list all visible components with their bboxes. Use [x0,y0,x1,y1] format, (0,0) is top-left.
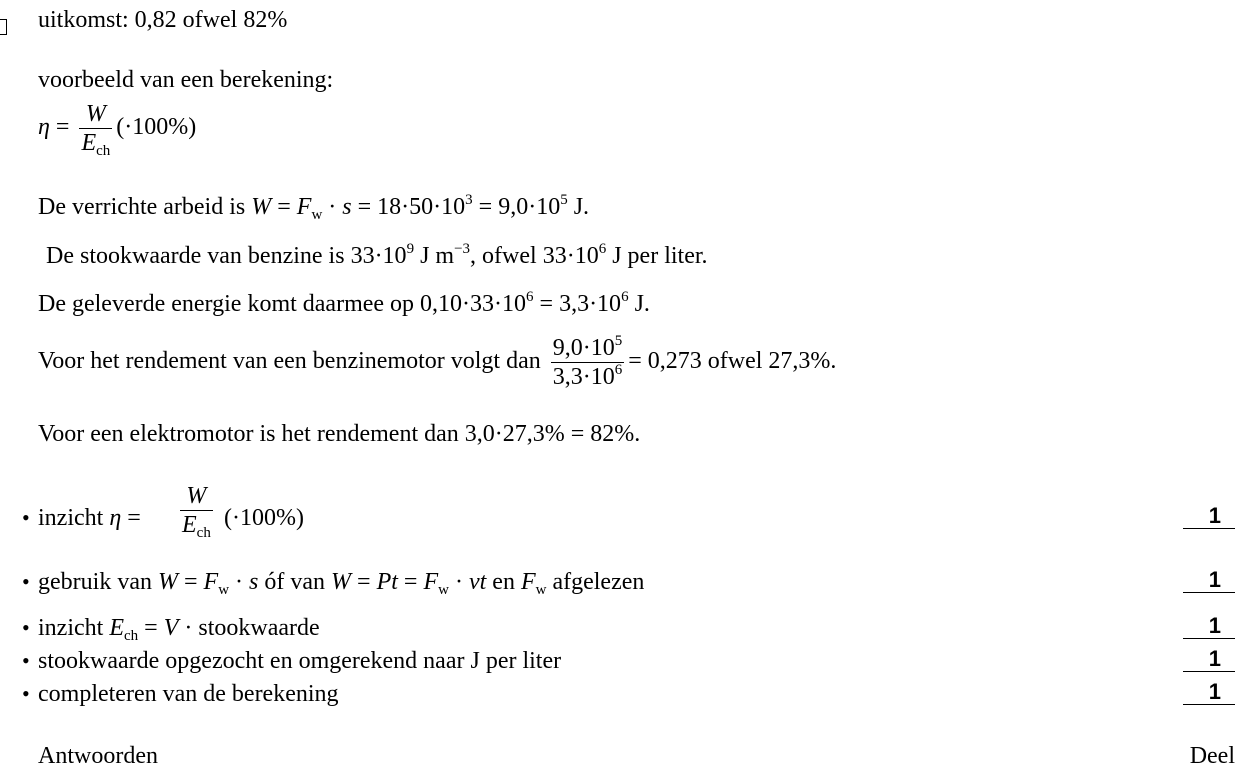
criterion-1-score: 1 [1183,504,1235,529]
footer-right: Deel [1189,743,1235,769]
criterion-2-score: 1 [1183,568,1235,593]
criterion-1: • inzicht η = W $E_{ch}$ (·100%) 1 [0,482,1235,552]
calc-line-energy: De geleverde energie komt daarmee op $0,10\cdot 33\cdot 10^6 = 3,3\cdot 10^6$ J. [38,289,650,317]
result-text: uitkomst: 0,82 ofwel 82% [38,7,288,33]
criterion-3-score: 1 [1183,614,1235,639]
calc-line-work: De verrichte arbeid is $W = F_w \cdot s = 18\cdot 50\cdot 10^3 = 9,0\cdot 10^5$ J. [38,192,590,223]
calc-line-fuel-value: De stookwaarde van benzine is $33\cdot 10^9$ J $m^{-3}$, ofwel $33\cdot 10^6$ J per liter. [46,241,708,269]
criterion-4-score: 1 [1183,647,1235,672]
footer-left: Antwoorden [38,743,158,769]
example-heading: voorbeeld van een berekening: [38,67,334,93]
calc-line-electromotor: Voor een elektromotor is het rendement dan 3,0·27,3% = 82%. [38,421,641,447]
calc-line-efficiency: Voor het rendement van een benzinemotor volgt dan $\frac{9,0\cdot 10^5}{3,3\cdot 10^6}$ = 0,273 ofwel 27,3%. [38,333,837,390]
criterion-5-score: 1 [1183,680,1235,705]
efficiency-formula: η = $\frac{W}{E_{ch}}$ (·100%) [38,101,197,159]
checkbox-icon [0,19,7,35]
